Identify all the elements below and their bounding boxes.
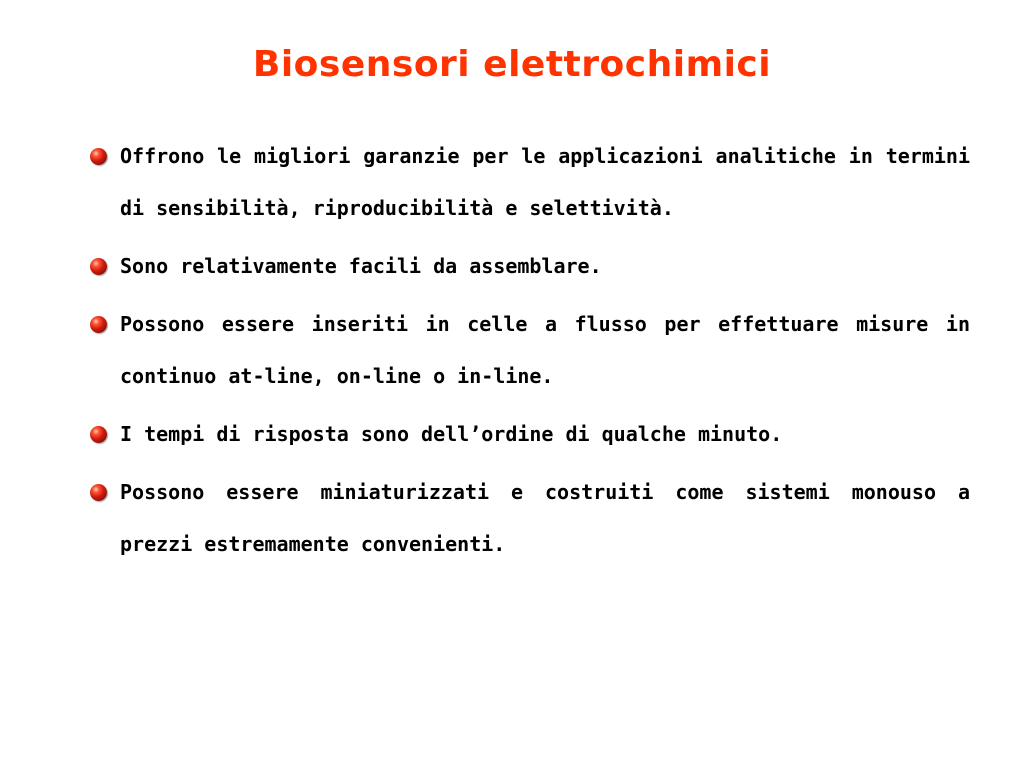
bullet-text: Possono essere miniaturizzati e costruiti come sistemi monouso a prezzi estremamente convenienti. (120, 480, 970, 556)
bullet-sphere-icon (90, 316, 107, 333)
list-item (90, 466, 970, 570)
bullet-sphere-icon (90, 426, 107, 443)
list-item (90, 298, 970, 402)
bullet-text: Possono essere inseriti in celle a flusso per effettuare misure in continuo at-line, on-line o in-line. (120, 312, 970, 388)
list-item (90, 130, 970, 234)
list-item (90, 240, 970, 292)
list-item (90, 408, 970, 460)
bullet-sphere-icon (90, 484, 107, 501)
bullet-sphere-icon (90, 258, 107, 275)
bullet-list (90, 130, 970, 576)
bullet-text: Offrono le migliori garanzie per le applicazioni analitiche in termini di sensibilità, riproducibilità e selettività. (120, 144, 970, 220)
bullet-text: Sono relativamente facili da assemblare. (120, 254, 602, 278)
bullet-sphere-icon (90, 148, 107, 165)
slide-title: Biosensori elettrochimici (252, 44, 772, 85)
bullet-text: I tempi di risposta sono dell’ordine di qualche minuto. (120, 422, 783, 446)
